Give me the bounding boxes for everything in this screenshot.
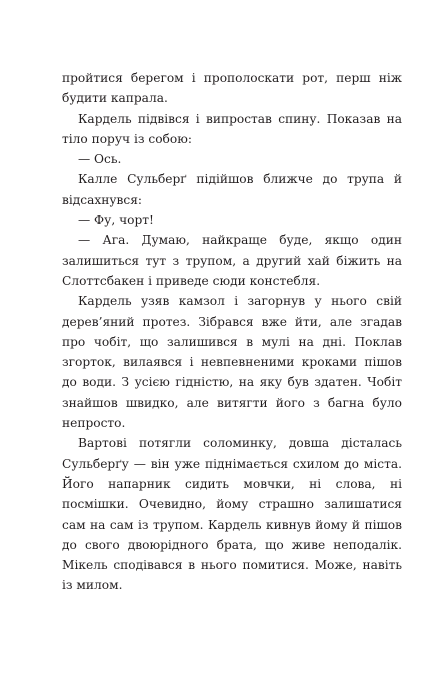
paragraph: Кардель підвівся і випростав спину. Показав на тіло поруч із собою: bbox=[62, 111, 402, 146]
body-text bbox=[62, 68, 402, 596]
dialogue-line: — Ага. Думаю, найкраще буде, якщо один залишиться тут з трупом, а другий хай біжить на Слоттсбакен і приведе сюди констебля. bbox=[62, 233, 402, 288]
dialogue-line: — Ось. bbox=[78, 152, 122, 167]
paragraph: Калле Сульберґ підійшов ближче до трупа й відсахнувся: bbox=[62, 172, 402, 207]
paragraph: Вартові потягли соломинку, довша дісталась Сульберґу — він уже піднімається схилом до міста. Його напарник сидить мовчки, ні слова, ні посмішки. Очевидно, йому страшно залишатися сам на сам із трупом. Кардель кивнув йому й пішов до свого двоюрідного брата, що живе неподалік. Мікель сподівався в нього помитися. Може, навіть із милом. bbox=[62, 436, 402, 593]
paragraph-continuation: пройтися берегом і прополоскати рот, перш ніж будити капрала. bbox=[62, 71, 402, 106]
paragraph: Кардель узяв камзол і загорнув у нього свій дерев’яний протез. Зібрався вже йти, але згадав про чобіт, що залишився в мулі на дні. Поклав згорток, вилаявся і невпевненими кроками пішов до води. З усією гідністю, на яку був здатен. Чобіт знайшов швидко, але витягти його з багна було непросто. bbox=[62, 294, 402, 431]
dialogue-line: — Фу, чорт! bbox=[78, 213, 154, 228]
